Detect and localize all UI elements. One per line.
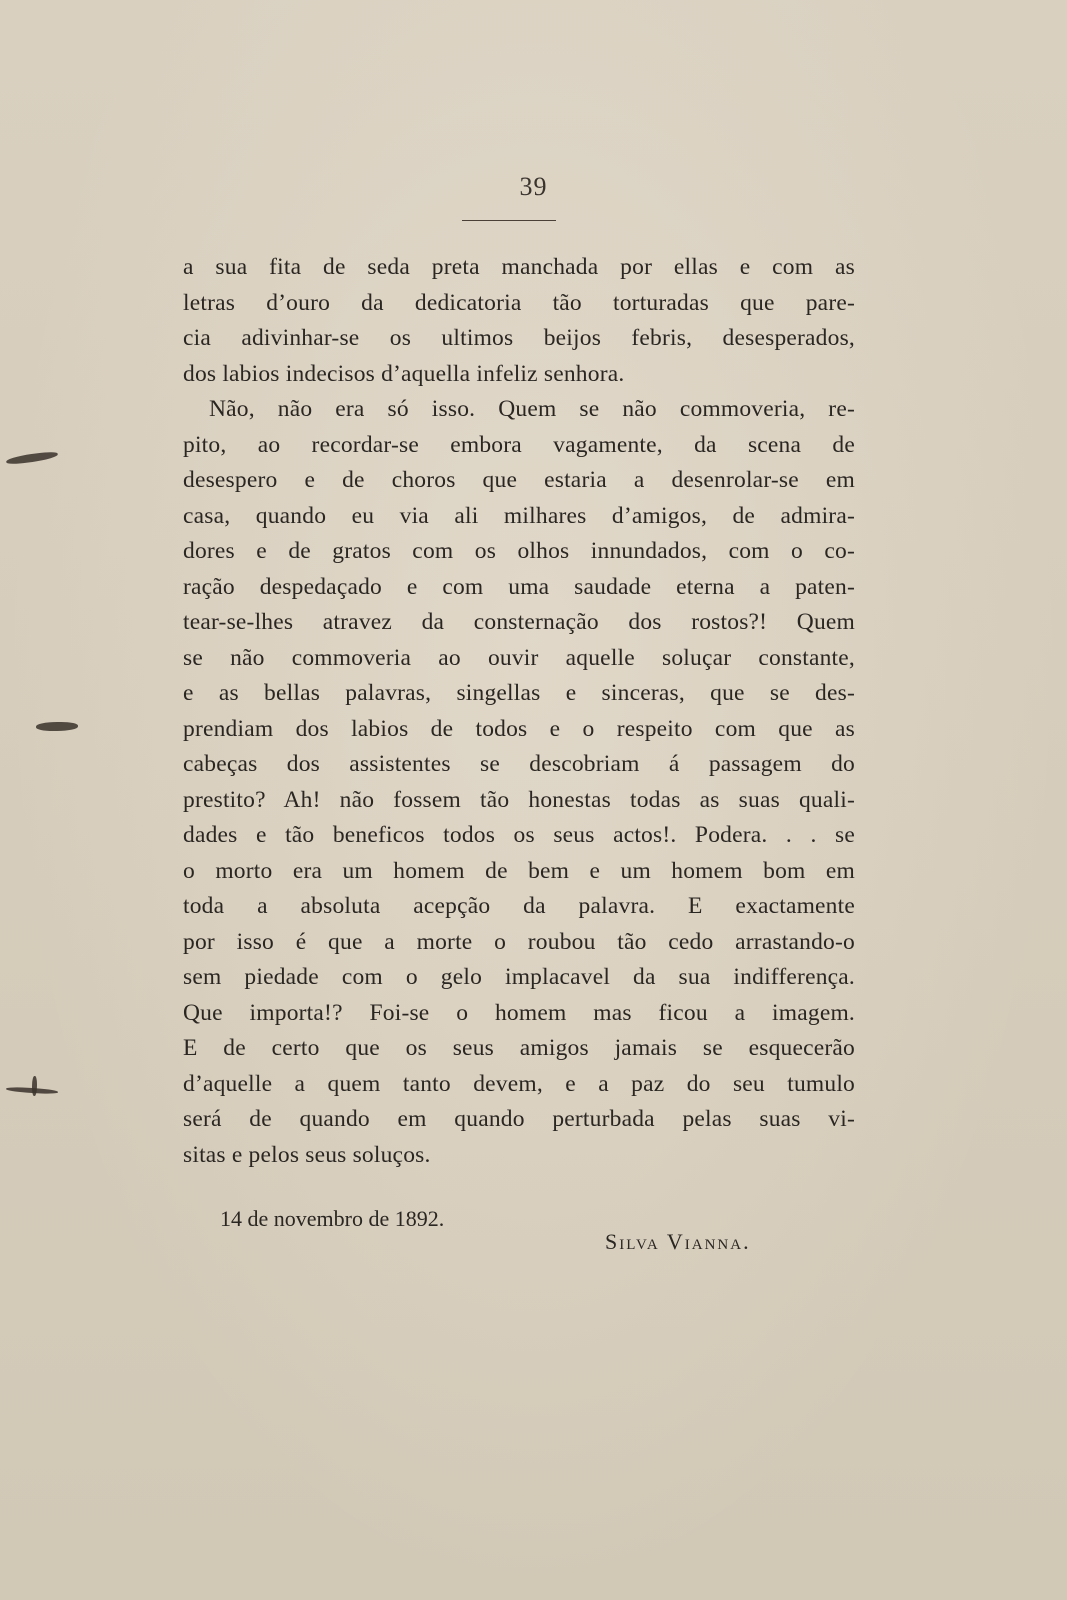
text-line: dos labios indecisos d’aquella infeliz senhora.	[183, 360, 625, 387]
text-line: cabeças dos assistentes se descobriam á passagem do	[183, 751, 855, 777]
text-line: toda a absoluta acepção da palavra. E exactamente	[183, 893, 855, 919]
page-number: 39	[519, 172, 548, 201]
body-text	[183, 250, 855, 1173]
text-line: E de certo que os seus amigos jamais se esquecerão	[183, 1035, 855, 1061]
header-rule	[462, 220, 556, 221]
text-line: Não, não era só isso. Quem se não commoveria, re-	[209, 396, 855, 422]
text-line: tear-se-lhes atravez da consternação dos rostos?! Quem	[183, 609, 855, 635]
text-line: dores e de gratos com os olhos innundados, com o co-	[183, 538, 855, 564]
text-line: sem piedade com o gelo implacavel da sua indifferença.	[183, 964, 855, 990]
text-line: prendiam dos labios de todos e o respeito com que as	[183, 715, 855, 742]
text-line: prestito? Ah! não fossem tão honestas todas as suas quali-	[183, 786, 855, 813]
date-line: 14 de novembro de 1892.	[220, 1206, 445, 1231]
binding-mark	[32, 1076, 37, 1096]
text-line: por isso é que a morte o roubou tão cedo arrastando-o	[183, 928, 855, 955]
text-line: cia adivinhar-se os ultimos beijos febris, desesperados,	[183, 325, 855, 351]
text-line: sitas e pelos seus soluços.	[183, 1141, 431, 1168]
text-line: Que importa!? Foi-se o homem mas ficou a imagem.	[183, 999, 855, 1026]
text-line: d’aquelle a quem tanto devem, e a paz do seu tumulo	[183, 1070, 855, 1097]
text-line: o morto era um homem de bem e um homem bom em	[183, 857, 855, 884]
text-line: e as bellas palavras, singellas e sinceras, que se des-	[183, 680, 855, 706]
text-line: letras d’ouro da dedicatoria tão torturadas que pare-	[183, 289, 855, 316]
binding-mark	[36, 722, 78, 731]
text-line: casa, quando eu via ali milhares d’amigos, de admira-	[183, 502, 855, 529]
text-line: a sua fita de seda preta manchada por ellas e com as	[183, 254, 855, 280]
text-line: será de quando em quando perturbada pelas suas vi-	[183, 1106, 855, 1132]
text-line: desespero e de choros que estaria a desenrolar-se em	[183, 467, 855, 493]
text-line: ração despedaçado e com uma saudade eterna a paten-	[183, 573, 855, 600]
text-line: dades e tão beneficos todos os seus actos!. Podera. . . se	[183, 822, 855, 848]
binding-mark	[6, 450, 59, 465]
text-line: pito, ao recordar-se embora vagamente, da scena de	[183, 431, 855, 458]
text-line: se não commoveria ao ouvir aquelle soluçar constante,	[183, 644, 855, 671]
author-signature: Silva Vianna.	[605, 1229, 751, 1254]
